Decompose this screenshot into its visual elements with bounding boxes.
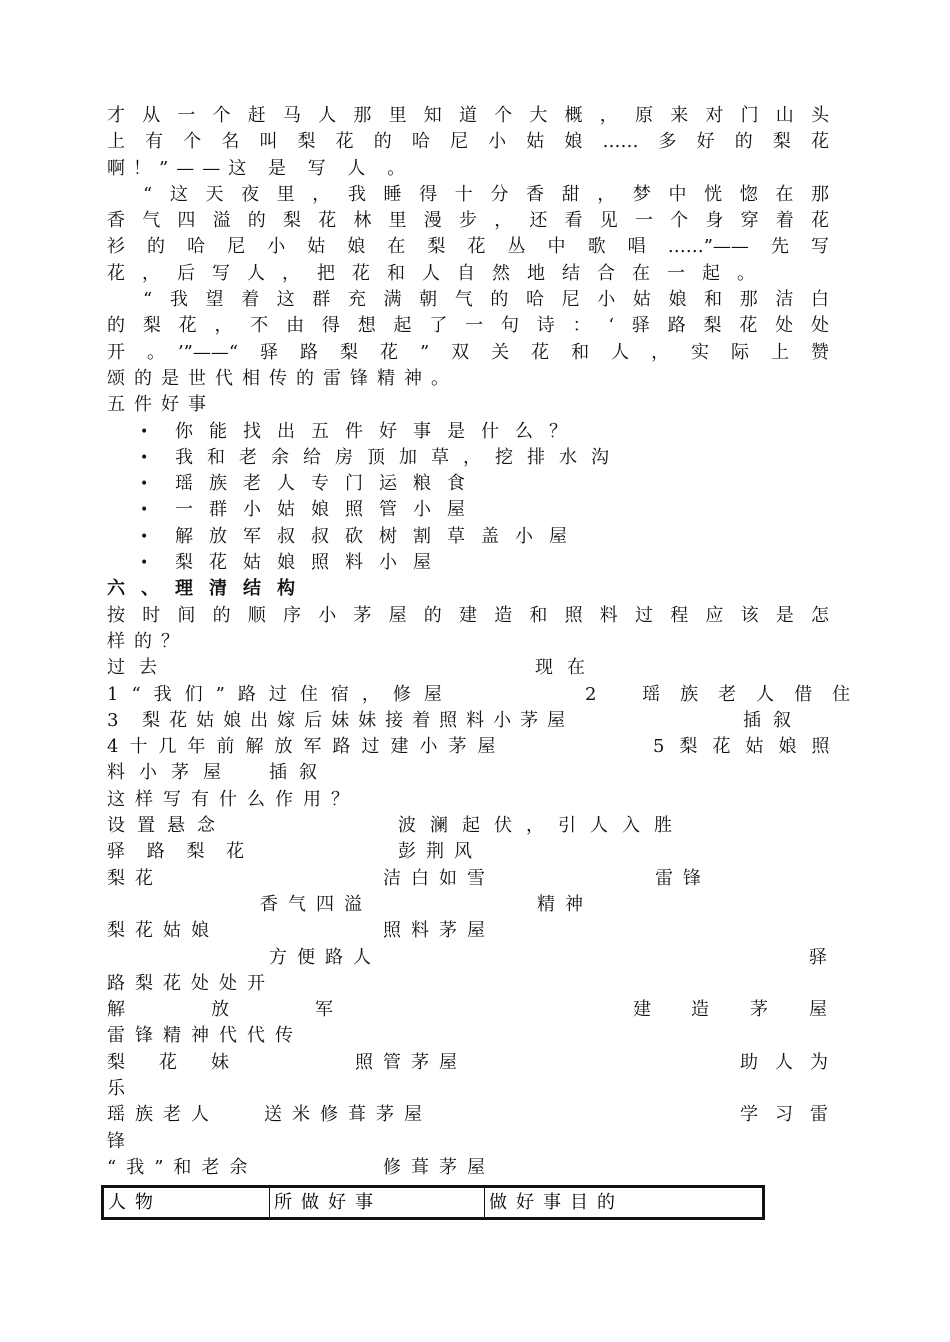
table-header-deed: 所做好事 [270,1188,485,1217]
diagram-node: 修葺茅屋 [383,1156,495,1178]
list-item-text: 一群小姑娘照管小屋 [175,499,481,521]
text-line [107,734,845,760]
list-item [107,445,829,471]
list-item-text: 我和老余给房顶加草，挖排水沟 [175,446,623,468]
bullet-icon: • [140,502,149,519]
text-line [107,813,829,839]
diagram-row [107,918,829,944]
bullet-icon: • [140,555,149,572]
diagram-node: 学习雷 [740,1104,845,1126]
section-heading: 六、理清结构 [107,578,311,600]
diagram-node: 梨花姑娘 [107,920,219,942]
diagram-node: 梨 [107,1051,133,1073]
diagram-author: 彭荆风 [398,841,482,863]
bullet-icon: • [140,449,149,466]
diagram-node: 照管茅屋 [355,1051,467,1073]
diagram-node: 雷锋 [655,867,711,889]
text-line: 开。’”——“驿路梨花”双关花和人，实际上赞 [107,341,829,363]
diagram-node: 建 [633,999,659,1021]
list-item [107,471,829,497]
list-item-text: 你能找出五件好事是什么？ [175,420,583,442]
diagram-node: 茅 [750,999,776,1021]
label-now: 现在 [535,657,599,679]
sequence-item: 3 梨花姑娘出嫁后妹妹接着照料小茅屋 [107,709,575,731]
diagram-node: 花 [159,1051,185,1073]
timeline-header [107,655,829,681]
diagram-row: 锋 [107,1130,133,1152]
list-item-text: 瑶族老人专门运粮食 [175,473,481,495]
diagram-row [107,866,829,892]
document-page [107,103,871,1181]
bullet-icon: • [140,528,149,545]
diagram-node: 梨花 [107,867,163,889]
diagram-row [107,839,829,865]
diagram-row [107,945,829,971]
text-line: 啊！”——这 是 写 人 。 [107,157,414,179]
list-item-text: 梨花姑娘照料小屋 [175,552,447,574]
text-line: 香气四溢的梨花林里漫步，还看见一个身穿着花 [107,210,829,232]
diagram-node: 驿 [809,946,827,968]
diagram-node: “我”和老余 [107,1156,258,1178]
diagram-node: 送米修葺茅屋 [264,1104,432,1126]
good-deeds-table [101,1185,765,1220]
diagram-node: 洁白如雪 [383,867,495,889]
list-item [107,419,829,445]
diagram-node: 造 [691,999,717,1021]
diagram-node: 方便路人 [269,946,381,968]
text-line [107,760,829,786]
sequence-item: 5梨花姑娘照 [653,736,845,758]
bullet-icon: • [140,476,149,493]
note-flashback: 插叙 [269,762,329,784]
diagram-node: 屋 [809,999,827,1021]
diagram-node: 军 [315,999,341,1021]
table-header-purpose: 做好事目的 [489,1192,624,1213]
text-line: 花，后写人，把花和人自然地结合在一起。 [107,262,772,284]
diagram-row [107,892,829,918]
table-header-person: 人物 [104,1188,270,1217]
diagram-row [107,1102,845,1128]
text-line: 颂的是世代相传的雷锋精神。 [107,367,458,389]
diagram-node: 香气四溢 [260,893,372,915]
diagram-node: 解 [107,999,133,1021]
sequence-item: 2 瑶族老人借住 [585,683,871,705]
list-item [107,497,829,523]
sequence-item: 4十几年前解放军路过建小茅屋 [107,736,507,758]
text-line: 上有个名叫梨花的哈尼小姑娘……多好的梨花 [107,131,829,153]
text-line: 衫的哈尼小姑娘在梨花丛中歌唱……”——先写 [107,236,829,258]
text-line [107,708,829,734]
diagram-row [107,1050,845,1076]
diagram-row [107,1155,829,1181]
bullet-icon: • [140,423,149,440]
text-line: 这样写有什么作用？ [107,788,359,810]
diagram-node: 瑶族老人 [107,1104,219,1126]
effect-item: 设置悬念 [107,815,227,837]
sequence-item: 料小茅屋 [107,762,235,784]
text-line [107,682,871,708]
text-line: 样的？ [107,630,188,652]
note-flashback: 插叙 [743,709,803,731]
text-line: 的梨花，不由得想起了一句诗：‘驿路梨花处处 [107,315,829,337]
diagram-node: 妹 [211,1051,237,1073]
effect-item: 波澜起伏，引人入胜 [398,815,686,837]
diagram-node: 照料茅屋 [383,920,495,942]
sequence-item: 1“我们”路过住宿，修屋 [107,683,455,705]
text-line: 五件好事 [107,394,215,416]
diagram-node: 精神 [537,893,593,915]
text-line: “这天夜里，我睡得十分香甜，梦中恍惚在那 [143,183,829,205]
diagram-row [107,997,829,1023]
text-line: 才从一个赶马人那里知道个大概，原来对门山头 [107,105,829,126]
text-line: 按时间的顺序小茅屋的建造和照料过程应该是怎 [107,604,829,626]
diagram-title: 驿 路 梨 花 [107,841,253,863]
text-line: “我望着这群充满朝气的哈尼小姑娘和那洁白 [143,289,829,311]
diagram-node: 助人为 [740,1051,845,1073]
diagram-row: 乐 [107,1077,133,1099]
list-item [107,524,829,550]
diagram-row: 雷锋精神代代传 [107,1025,303,1047]
diagram-node: 放 [211,999,237,1021]
label-past: 过去 [107,657,171,679]
diagram-row: 路梨花处处开 [107,972,275,994]
list-item-text: 解放军叔叔砍树割草盖小屋 [175,525,583,547]
list-item [107,550,829,576]
